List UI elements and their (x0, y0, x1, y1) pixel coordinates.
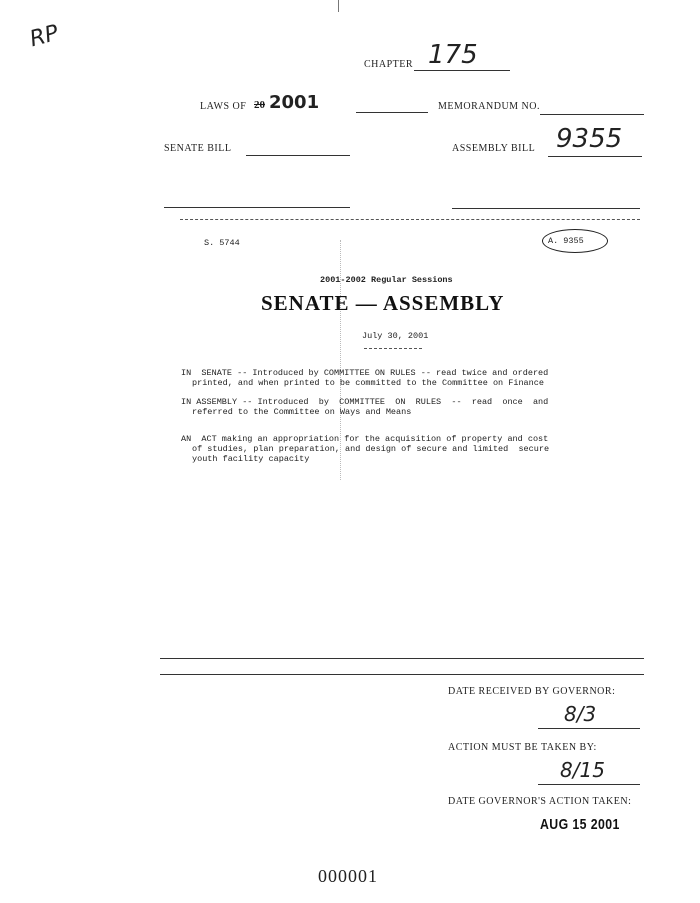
assembly-intro-line-2: referred to the Committee on Ways and Means (192, 407, 412, 417)
senate-intro-line-1: IN SENATE -- Introduced by COMMITTEE ON RULES -- read twice and ordered (181, 368, 549, 378)
laws-year-struck: 20 (254, 99, 265, 111)
act-line-2: of studies, plan preparation, and design of secure and limited secure (192, 444, 550, 454)
act-line-1: AN ACT making an appropriation for the acquisition of property and cost (181, 434, 549, 444)
assembly-bill-number-field (548, 124, 642, 157)
action-must-be-taken-label: ACTION MUST BE TAKEN BY: (448, 742, 597, 753)
memorandum-blank-line (540, 114, 644, 115)
page-number: 000001 (318, 866, 378, 886)
assembly-bill-label: ASSEMBLY BILL (452, 143, 536, 154)
act-line-3: youth facility capacity (192, 454, 310, 464)
laws-year: 2001 (269, 92, 320, 113)
bill-date: July 30, 2001 (362, 331, 429, 341)
session-label: 2001-2002 Regular Sessions (320, 275, 453, 285)
memorandum-label: MEMORANDUM NO. (438, 101, 541, 112)
divider (180, 219, 640, 220)
scan-artifact-line (338, 0, 339, 12)
senate-bill-label: SENATE BILL (164, 143, 232, 154)
action-must-be-taken-value: 8/15 (560, 758, 605, 782)
action-taken-stamp: AUG 15 2001 (540, 816, 620, 833)
senate-bill-number: S. 5744 (204, 238, 240, 248)
date-received-field (538, 704, 640, 729)
laws-blank-line (356, 112, 428, 113)
assembly-bill-number: 9355 (556, 124, 623, 154)
senate-intro-line-2: printed, and when printed to be committed to the Committee on Finance (192, 378, 544, 388)
blank-line (452, 208, 640, 209)
blank-line (164, 207, 350, 208)
date-underline (364, 348, 422, 349)
date-received-label: DATE RECEIVED BY GOVERNOR: (448, 686, 616, 697)
divider (160, 658, 644, 659)
chapter-number-field (414, 40, 510, 71)
date-received-value: 8/3 (564, 702, 597, 726)
chapter-label: CHAPTER (364, 59, 414, 70)
laws-year-field (254, 92, 319, 113)
divider (160, 674, 644, 675)
laws-label: LAWS OF (200, 101, 247, 112)
action-must-be-taken-field (538, 760, 640, 785)
bill-title: SENATE — ASSEMBLY (261, 291, 505, 315)
chapter-number: 175 (428, 40, 478, 70)
assembly-bill-number-typed: A. 9355 (548, 236, 584, 246)
senate-bill-line (246, 155, 350, 156)
assembly-intro-line-1: IN ASSEMBLY -- Introduced by COMMITTEE ON RULES -- read once and (181, 397, 549, 407)
action-taken-label: DATE GOVERNOR'S ACTION TAKEN: (448, 796, 632, 807)
corner-initials: RP (27, 20, 62, 53)
